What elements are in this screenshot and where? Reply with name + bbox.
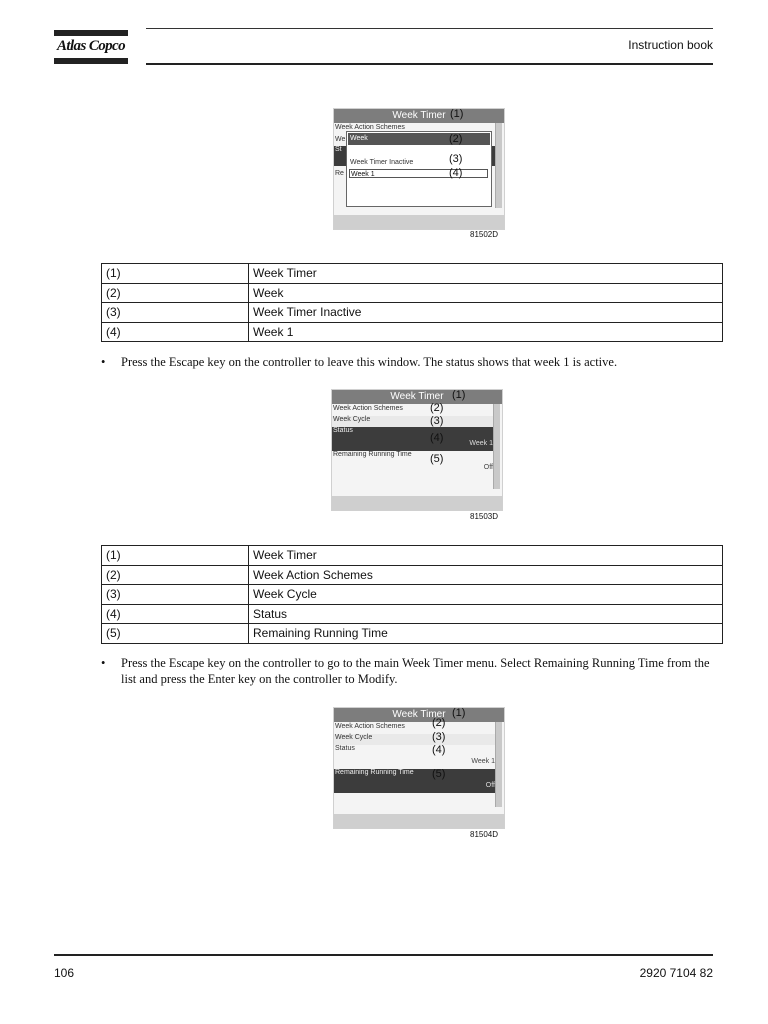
remaining-value: Off xyxy=(485,782,495,789)
screen-row-status xyxy=(332,427,493,451)
table-value: Week 1 xyxy=(249,322,723,342)
callout-4: (4) xyxy=(432,744,446,756)
figure-code-3: 81504D xyxy=(470,830,499,839)
screen-bottom-bar xyxy=(334,814,504,828)
status-value: Week 1 xyxy=(469,440,493,447)
instruction-bullet-2 xyxy=(101,655,723,687)
callout-3: (3) xyxy=(432,731,446,743)
figure-week-timer-remaining-selected xyxy=(333,707,505,829)
table-key: (3) xyxy=(102,303,249,323)
screen-bottom-bar xyxy=(332,496,502,510)
table-key: (2) xyxy=(102,565,249,585)
table-row xyxy=(102,565,723,585)
callout-3: (3) xyxy=(449,153,463,165)
document-number: 2920 7104 82 xyxy=(639,966,713,980)
table-row xyxy=(102,604,723,624)
popup-week-1: Week 1 xyxy=(349,169,488,178)
bullet-dot: • xyxy=(101,355,106,369)
screen-row-remaining-running-time xyxy=(332,451,493,475)
table-value: Week Timer xyxy=(249,546,723,566)
table-key: (1) xyxy=(102,264,249,284)
table-key: (2) xyxy=(102,283,249,303)
figure-code-1: 81502D xyxy=(470,230,499,239)
status-label: Status xyxy=(333,427,353,434)
popup-week-timer-inactive: Week Timer Inactive xyxy=(350,159,414,166)
table-row xyxy=(102,322,723,342)
remaining-label: Remaining Running Time xyxy=(335,769,414,776)
screen-row-clipped-status: St xyxy=(334,146,495,166)
table-row xyxy=(102,264,723,284)
callout-2: (2) xyxy=(432,717,446,729)
table-value: Status xyxy=(249,604,723,624)
table-key: (4) xyxy=(102,604,249,624)
table-value: Week xyxy=(249,283,723,303)
screen-row-status xyxy=(334,745,495,769)
logo-bar-top xyxy=(54,30,128,36)
remaining-label: Remaining Running Time xyxy=(333,451,412,458)
callout-2: (2) xyxy=(430,402,444,414)
screen-bottom-bar xyxy=(334,215,504,229)
scrollbar xyxy=(495,123,502,208)
figure-week-timer-popup xyxy=(333,108,505,230)
callout-1: (1) xyxy=(452,389,466,401)
header-rule-bottom xyxy=(146,63,713,65)
table-key: (3) xyxy=(102,585,249,605)
screen-title: Week Timer xyxy=(332,390,502,404)
table-row xyxy=(102,624,723,644)
callout-5: (5) xyxy=(430,453,444,465)
bullet-dot: • xyxy=(101,656,106,670)
atlas-copco-logo: Atlas Copco xyxy=(57,38,125,54)
table-value: Week Timer xyxy=(249,264,723,284)
screen-row-week-action-schemes: Week Action Schemes xyxy=(335,723,405,730)
logo-bar-bottom xyxy=(54,58,128,64)
bullet-text: Press the Escape key on the controller to go to the main Week Timer menu. Select Remaining Running Time from the list and press the Enter key on the controller to Modify. xyxy=(121,656,710,686)
figure-week-timer-status xyxy=(331,389,503,511)
screen-row-week-action-schemes: Week Action Schemes xyxy=(335,124,405,131)
header-rule-top xyxy=(146,28,713,29)
table-row xyxy=(102,303,723,323)
table-key: (1) xyxy=(102,546,249,566)
scrollbar xyxy=(495,722,502,807)
table-value: Week Cycle xyxy=(249,585,723,605)
table-key: (4) xyxy=(102,322,249,342)
instruction-bullet-1 xyxy=(101,354,723,370)
screen-row-week-cycle: Week Cycle xyxy=(334,734,495,745)
callout-5: (5) xyxy=(432,768,446,780)
callout-4: (4) xyxy=(430,432,444,444)
status-label: Status xyxy=(335,745,355,752)
screen-row-remaining-running-time xyxy=(334,769,495,793)
screen-title: Week Timer xyxy=(334,708,504,722)
callout-3: (3) xyxy=(430,415,444,427)
screen-title: Week Timer xyxy=(334,109,504,123)
screen-row-clipped-week: We xyxy=(335,136,346,143)
callout-1: (1) xyxy=(450,108,464,120)
table-row xyxy=(102,546,723,566)
legend-table-1 xyxy=(101,263,723,342)
callout-1: (1) xyxy=(452,707,466,719)
screen-row-clipped-remaining: Re xyxy=(335,170,344,177)
table-value: Remaining Running Time xyxy=(249,624,723,644)
popup-highlight-week: Week xyxy=(348,133,490,145)
footer-rule xyxy=(54,954,713,956)
remaining-value: Off xyxy=(483,464,493,471)
callout-4: (4) xyxy=(449,167,463,179)
bullet-text: Press the Escape key on the controller to leave this window. The status shows that week 1 is active. xyxy=(121,355,618,369)
figure-code-2: 81503D xyxy=(470,512,499,521)
screen-row-week-action-schemes: Week Action Schemes xyxy=(333,405,403,412)
table-row xyxy=(102,283,723,303)
legend-table-2 xyxy=(101,545,723,644)
status-value: Week 1 xyxy=(471,758,495,765)
header-title: Instruction book xyxy=(628,38,713,52)
callout-2: (2) xyxy=(449,133,463,145)
table-value: Week Timer Inactive xyxy=(249,303,723,323)
table-value: Week Action Schemes xyxy=(249,565,723,585)
popup-window xyxy=(346,131,492,207)
screen-row-week-cycle: Week Cycle xyxy=(332,416,493,427)
table-row xyxy=(102,585,723,605)
page-number: 106 xyxy=(54,966,75,980)
scrollbar xyxy=(493,404,500,489)
table-key: (5) xyxy=(102,624,249,644)
